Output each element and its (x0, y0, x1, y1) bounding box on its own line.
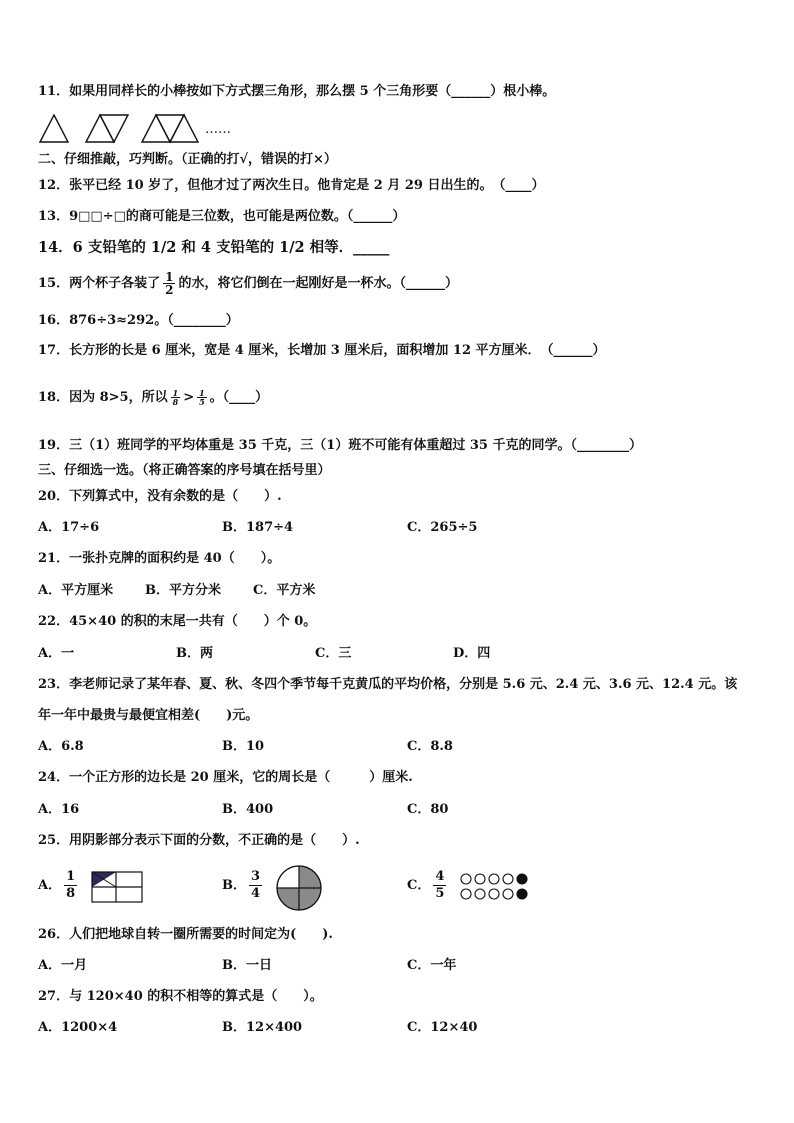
q25-option-c[interactable] (407, 866, 449, 906)
q26-option-c[interactable]: C．一年 (407, 958, 457, 973)
option-a-label: A． (38, 878, 62, 893)
question-15 (38, 270, 458, 298)
q21-option-a[interactable]: A．平方厘米 (38, 583, 114, 598)
fraction-numerator: 4 (435, 869, 445, 884)
fraction-denominator: 8 (172, 397, 179, 407)
fraction-denominator: 5 (435, 886, 445, 901)
question-17: 17．长方形的长是 6 厘米，宽是 4 厘米，长增加 3 厘米后，面积增加 12 平方厘米． （______） (38, 343, 606, 358)
question-18-prefix: 18．因为 8>5，所以 (38, 390, 168, 405)
question-23-line-1: 23．李老师记录了某年春、夏、秋、冬四个季节每千克黄瓜的平均价格，分别是 5.6 元、2.4 元、3.6 元、12.4 元。该 (38, 677, 738, 692)
q22-option-b[interactable]: B．两 (176, 646, 213, 661)
fraction-numerator: 1 (66, 869, 76, 884)
question-12: 12．张平已经 10 岁了，但他才过了两次生日。他肯定是 2 月 29 日出生的。 （____） (38, 178, 545, 193)
q20-option-b[interactable]: B．187÷4 (222, 520, 294, 535)
q27-option-b[interactable]: B．12×400 (222, 1020, 303, 1035)
q23-option-c[interactable]: C．8.8 (407, 739, 453, 754)
question-23-line-2: 年一年中最贵与最便宜相差( )元。 (38, 708, 259, 723)
q23-option-a[interactable]: A．6.8 (38, 739, 84, 754)
question-16: 16．876÷3≈292。（________） (38, 313, 239, 328)
rectangle-eighths-figure (91, 871, 143, 903)
fraction-one-half (163, 271, 175, 296)
question-15-prefix: 15．两个杯子各装了 (38, 276, 161, 291)
q26-option-b[interactable]: B．一日 (222, 958, 272, 973)
fraction-numerator: 1 (165, 270, 174, 284)
dots-figure (460, 872, 534, 902)
section-3-heading: 三、仔细选一选。（将正确答案的序号填在括号里） (38, 463, 331, 478)
circle-quarters-figure (275, 864, 323, 912)
q24-option-a[interactable]: A．16 (38, 802, 80, 817)
question-15-suffix: 的水，将它们倒在一起刚好是一杯水。（______） (178, 276, 458, 291)
fraction-one-eighth (64, 869, 77, 902)
fraction-denominator: 8 (66, 886, 76, 901)
q25-option-a[interactable] (38, 866, 80, 906)
fraction-three-quarters (249, 869, 262, 902)
fraction-numerator: 1 (199, 388, 205, 398)
fraction-denominator: 4 (251, 886, 261, 901)
question-27: 27．与 120×40 的积不相等的算式是（ ）。 (38, 989, 323, 1004)
triangle-two (86, 115, 128, 142)
q27-option-c[interactable]: C．12×40 (407, 1020, 478, 1035)
q21-option-b[interactable]: B．平方分米 (145, 583, 221, 598)
question-22: 22．45×40 的积的末尾一共有（ ）个 0。 (38, 614, 317, 629)
question-11: 11．如果用同样长的小棒按如下方式摆三角形，那么摆 5 个三角形要（______）根小棒。 (38, 84, 556, 99)
fraction-four-fifths (433, 869, 446, 902)
question-18-suffix: 。（____） (209, 390, 269, 405)
ellipsis: …… (205, 122, 231, 137)
question-21: 21．一张扑克牌的面积约是 40（ ）。 (38, 551, 281, 566)
q22-option-c[interactable]: C．三 (315, 646, 352, 661)
section-2-heading: 二、仔细推敲，巧判断。（正确的打√，错误的打×） (38, 152, 337, 167)
q22-option-d[interactable]: D．四 (453, 646, 491, 661)
question-24: 24．一个正方形的边长是 20 厘米，它的周长是（ ）厘米. (38, 770, 413, 785)
q26-option-a[interactable]: A．一月 (38, 958, 88, 973)
q23-option-b[interactable]: B．10 (222, 739, 265, 754)
q20-option-c[interactable]: C．265÷5 (407, 520, 478, 535)
question-25: 25．用阴影部分表示下面的分数，不正确的是（ ）. (38, 833, 360, 848)
fraction-denominator: 2 (165, 283, 174, 297)
triangle-three (142, 115, 198, 142)
question-18 (38, 386, 268, 410)
fraction-one-fifth (197, 389, 207, 406)
question-13: 13．9□□÷□的商可能是三位数，也可能是两位数。（______） (38, 209, 406, 224)
greater-than-sign: > (183, 390, 195, 405)
q21-option-c[interactable]: C．平方米 (253, 583, 316, 598)
option-c-label: C． (407, 878, 431, 893)
fraction-denominator: 5 (199, 397, 205, 407)
fraction-numerator: 3 (251, 869, 261, 884)
q24-option-b[interactable]: B．400 (222, 802, 274, 817)
fraction-one-eighth (171, 389, 181, 406)
question-14: 14．6 支铅笔的 1/2 和 4 支铅笔的 1/2 相等．_____ (38, 239, 390, 256)
q25-option-b[interactable] (222, 866, 265, 906)
q27-option-a[interactable]: A．1200×4 (38, 1020, 118, 1035)
q24-option-c[interactable]: C．80 (407, 802, 449, 817)
question-20: 20．下列算式中，没有余数的是（ ）. (38, 489, 282, 504)
question-19: 19．三（1）班同学的平均体重是 35 千克，三（1）班不可能有体重超过 35 千克的同学。（________） (38, 438, 642, 453)
option-b-label: B． (222, 878, 246, 893)
fraction-numerator: 1 (172, 388, 179, 398)
question-26: 26．人们把地球自转一圈所需要的时间定为( ). (38, 927, 333, 942)
q20-option-a[interactable]: A．17÷6 (38, 520, 100, 535)
triangle-one (40, 115, 68, 142)
q22-option-a[interactable]: A．一 (38, 646, 75, 661)
